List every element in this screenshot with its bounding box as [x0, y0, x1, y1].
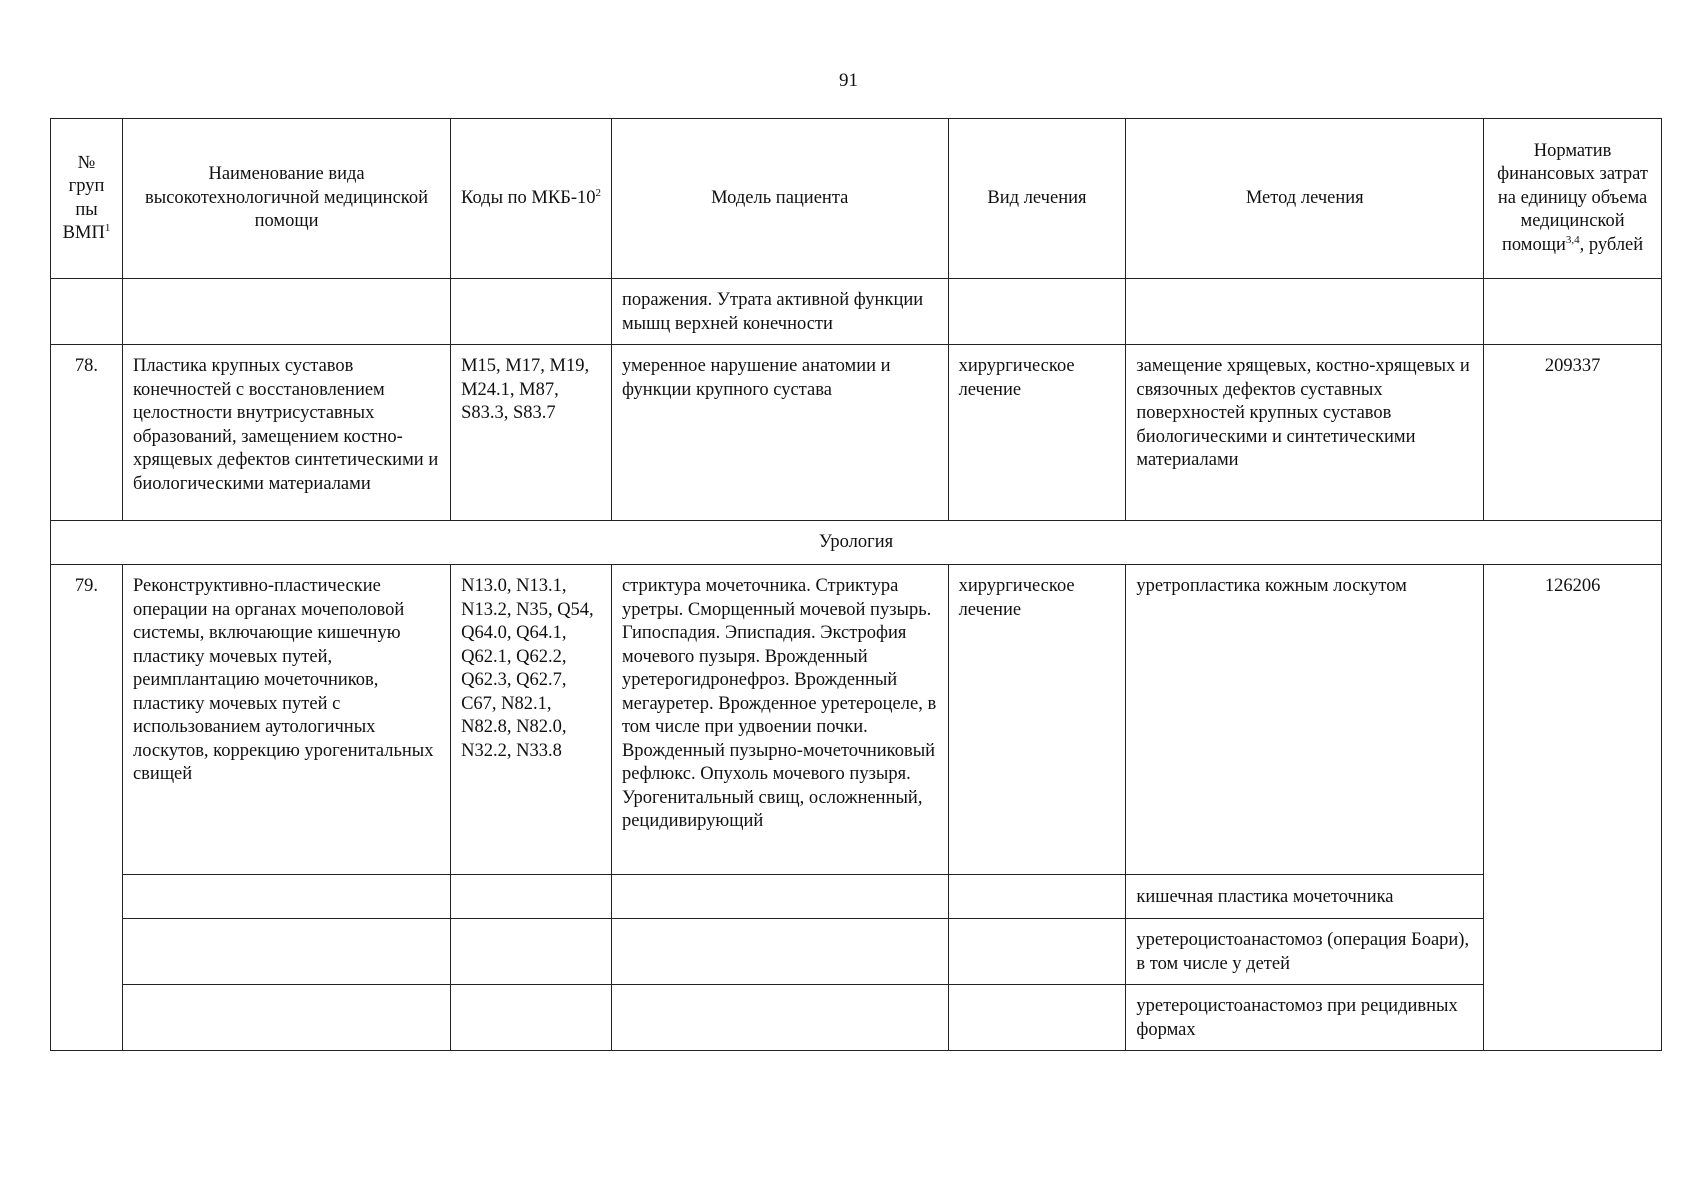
row-79-method-4: уретероцистоанастомоз при рецидивных формах [1126, 985, 1484, 1051]
row-78-codes: M15, M17, M19, M24.1, M87, S83.3, S83.7 [451, 345, 612, 521]
row-79-codes: N13.0, N13.1, N13.2, N35, Q54, Q64.0, Q64.1, Q62.1, Q62.2, Q62.3, Q62.7, C67, N82.1, N82.8, N82.0, N32.2, N33.8 [451, 565, 612, 875]
header-row [51, 119, 1662, 279]
continuation-cell-name [122, 279, 450, 345]
continuation-cell-codes [451, 279, 612, 345]
section-title: Урология [51, 521, 1662, 565]
row-79-treatment-type: хирургическое лечение [948, 565, 1126, 875]
row-78-cost: 209337 [1484, 345, 1662, 521]
row-79-codes-empty-4 [451, 985, 612, 1051]
continuation-row [51, 279, 1662, 345]
continuation-cell-number [51, 279, 123, 345]
header-icd-codes [451, 119, 612, 279]
table-row [51, 875, 1662, 919]
row-79-treatment-type-empty-2 [948, 875, 1126, 919]
table-row [51, 565, 1662, 875]
continuation-cell-treatment-method [1126, 279, 1484, 345]
header-treatment-type: Вид лечения [948, 119, 1126, 279]
row-78-treatment-method: замещение хрящевых, костно-хрящевых и связочных дефектов суставных поверхностей крупных суставов биологическими и синтетическими материалами [1126, 345, 1484, 521]
header-cost-norm-footnote: 3,4 [1565, 233, 1580, 246]
row-79-name-empty-3 [122, 919, 450, 985]
continuation-cell-treatment-type [948, 279, 1126, 345]
table-row [51, 345, 1662, 521]
row-79-codes-empty-3 [451, 919, 612, 985]
row-78-patient-model: умеренное нарушение анатомии и функции крупного сустава [611, 345, 948, 521]
row-79-number: 79. [51, 565, 123, 1051]
header-treatment-method: Метод лечения [1126, 119, 1484, 279]
header-icd-codes-text: Коды по МКБ-10 [461, 187, 596, 208]
row-79-patient-model: стриктура мочеточника. Стриктура уретры. Сморщенный мочевой пузырь. Гипоспадия. Эписпадия. Экстрофия мочевого пузыря. Врожденный уретерогидронефроз. Врожденный мегауретер. Врожденное уретероцеле, в том числе при удвоении почки. Врожденный пузырно-мочеточниковый рефлюкс. Опухоль мочевого пузыря. Урогенитальный свищ, осложненный, рецидивирующий [611, 565, 948, 875]
header-cost-norm [1484, 119, 1662, 279]
header-cost-norm-text: Норматив финансовых затрат на единицу объема медицинской помощи [1497, 140, 1648, 255]
row-79-patient-model-empty-4 [611, 985, 948, 1051]
continuation-cell-patient-model: поражения. Утрата активной функции мышц верхней конечности [611, 279, 948, 345]
header-group-number [51, 119, 123, 279]
row-79-codes-empty-2 [451, 875, 612, 919]
row-79-name-empty-4 [122, 985, 450, 1051]
row-79-patient-model-empty-3 [611, 919, 948, 985]
row-78-name: Пластика крупных суставов конечностей с восстановлением целостности внутрисуставных образований, замещением костно-хрящевых дефектов синтетическими и биологическими материалами [122, 345, 450, 521]
header-group-number-text: № груп пы ВМП [62, 152, 105, 243]
continuation-cell-cost [1484, 279, 1662, 345]
vmp-table [50, 118, 1662, 1051]
header-patient-model: Модель пациента [611, 119, 948, 279]
header-group-number-footnote: 1 [104, 221, 111, 234]
row-79-method-3: уретероцистоанастомоз (операция Боари), в том числе у детей [1126, 919, 1484, 985]
row-79-name: Реконструктивно-пластические операции на органах мочеполовой системы, включающие кишечную пластику мочевых путей, реимплантацию мочеточников, пластику мочевых путей с использованием аутологичных лоскутов, коррекцию урогенитальных свищей [122, 565, 450, 875]
header-icd-codes-footnote: 2 [595, 186, 601, 199]
row-79-method-1: уретропластика кожным лоскутом [1126, 565, 1484, 875]
row-79-treatment-type-empty-3 [948, 919, 1126, 985]
section-row [51, 521, 1662, 565]
row-79-patient-model-empty-2 [611, 875, 948, 919]
header-cost-norm-unit: , рублей [1579, 234, 1644, 255]
row-78-treatment-type: хирургическое лечение [948, 345, 1126, 521]
row-78-number: 78. [51, 345, 123, 521]
row-79-method-2: кишечная пластика мочеточника [1126, 875, 1484, 919]
row-79-name-empty-2 [122, 875, 450, 919]
table-row [51, 919, 1662, 985]
table-row [51, 985, 1662, 1051]
row-79-cost: 126206 [1484, 565, 1662, 1051]
page-number: 91 [839, 70, 858, 91]
row-79-treatment-type-empty-4 [948, 985, 1126, 1051]
header-name: Наименование вида высокотехнологичной медицинской помощи [122, 119, 450, 279]
